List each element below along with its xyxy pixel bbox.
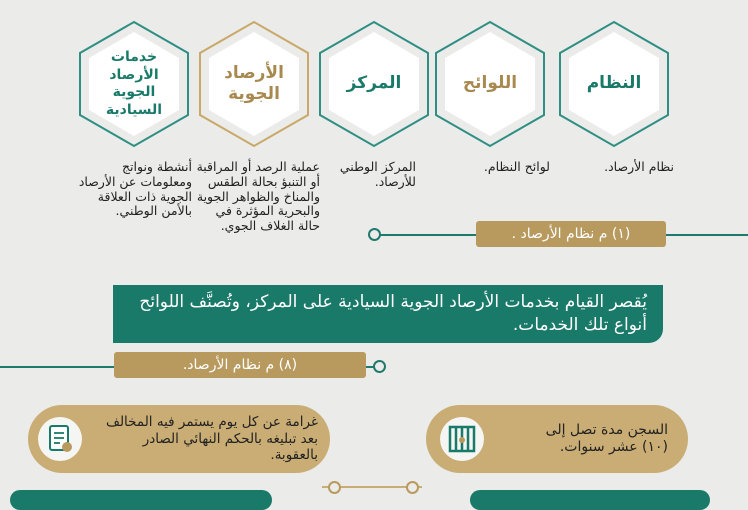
hexagon-label: الأرصاد الجوية: [224, 62, 284, 104]
connector-dot: [373, 360, 386, 373]
definition-meteorology: عملية الرصد أو المراقبة أو التنبؤ بحالة الطقس والمناخ والظواهر الجوية والبحرية المؤثرة في حالة الغلاف الجوي.: [196, 159, 320, 233]
penalty-prison: [426, 405, 688, 473]
bottom-bar-left: [10, 490, 272, 510]
article-1-tag: (١) م نظام الأرصاد .: [476, 221, 666, 247]
hexagon-label: المركز: [346, 73, 402, 94]
connector-dot: [368, 228, 381, 241]
hexagon-center: [308, 18, 440, 150]
document-fine-icon: [38, 417, 82, 461]
connector-dot: [406, 481, 419, 494]
prison-bars-icon: [440, 417, 484, 461]
definition-system: نظام الأرصاد.: [604, 159, 674, 174]
definition-regulations: لوائح النظام.: [483, 159, 550, 174]
hexagon-system: [548, 18, 680, 150]
hexagon-label: اللوائح: [462, 73, 518, 94]
hexagon-label: خدمات الأرصاد الجوية السيادية: [105, 49, 163, 118]
hexagon-regulations: [424, 18, 556, 150]
article-8-tag: (٨) م نظام الأرصاد.: [114, 352, 366, 378]
penalty-fine-text: غرامة عن كل يوم يستمر فيه المخالف بعد تبليغه بالحكم النهائي الصادر بالعقوبة.: [105, 413, 318, 464]
hexagon-sovereign-services: [68, 18, 200, 150]
penalty-fine: [28, 405, 330, 473]
connector-dot: [328, 481, 341, 494]
bottom-bar-right: [470, 490, 710, 510]
penalty-prison-text: السجن مدة تصل إلى (١٠) عشر سنوات.: [545, 421, 668, 455]
main-statement: يُقصر القيام بخدمات الأرصاد الجوية السيادية على المركز، وتُصنَّف اللوائح أنواع تلك الخدمات.: [113, 285, 663, 343]
hexagon-label: النظام: [586, 73, 642, 94]
definition-center: المركز الوطني للأرصاد.: [339, 159, 416, 189]
definition-sovereign-services: أنشطة ونواتج ومعلومات عن الأرصاد الجوية ذات العلاقة بالأمن الوطني.: [78, 159, 192, 219]
hexagon-meteorology: [188, 18, 320, 150]
